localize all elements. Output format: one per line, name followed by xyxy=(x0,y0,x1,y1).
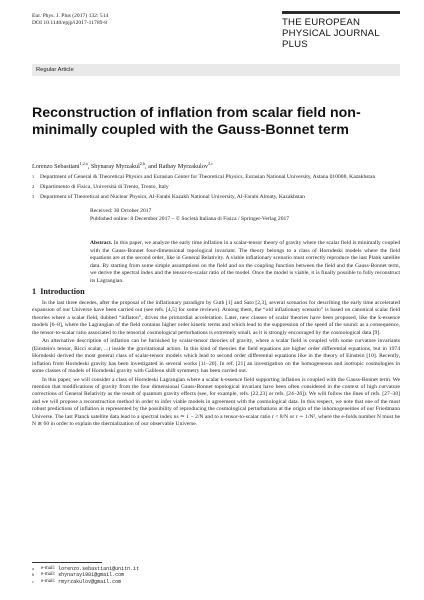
article-page xyxy=(32,0,400,600)
affiliation-item xyxy=(32,194,400,201)
logo-line-2: PHYSICAL JOURNAL PLUS xyxy=(282,28,380,50)
body-paragraph: An alternative description of inflation can be furnished by scalar-tensor theories of gravity, where a scalar field is coupled with some curvature invariants (Einstein's tensor, Ricci scalar, ...) inside the gravitational action. In this kind of theories the field equations are higher order differential equations, but in 1974 Horndeski derived the most general class of scalar-tensor models which lead to second order differential equations like in the theory of Einstein [10]. Recently, inflation from Horndeski gravity has been investigated in several works [11–20]. In ref. [21] an investigation on the homogeneous and isotropic cosmologies in some classes of models of Horndeski gravity with Galileon shift symmetry has been carried out. xyxy=(32,338,400,375)
article-type-banner: Regular Article xyxy=(32,64,400,76)
journal-citation: Eur. Phys. J. Plus (2017) 132: 514 xyxy=(32,13,109,19)
affiliation-item xyxy=(32,174,400,181)
abstract xyxy=(90,240,400,286)
affiliation-number: 1 xyxy=(32,174,35,179)
affiliation-number: 2 xyxy=(32,183,35,189)
affiliation-text: Department of General & Theoretical Physics and Eurasian Center for Theoretical Physics, Eurasian National University, Astana 010008, Kazakhstan xyxy=(40,174,376,180)
footnote-mark: b xyxy=(32,572,35,578)
journal-citation-block xyxy=(32,13,108,28)
affiliation-text: Department of Theoretical and Nuclear Physics, Al-Farabi Kazakh National University, Al-Farabi Almaty, Kazakhstan xyxy=(40,193,305,200)
affiliation-text: Dipartimento di Fisica, Università di Trento, Trento, Italy xyxy=(40,183,169,190)
section-number: 1 xyxy=(32,287,37,296)
abstract-text: In this paper, we analyze the early time inflation in a scalar-tensor theory of gravity where the scalar field is minimally coupled with the Gauss-Bonnet four-dimensional topological invariant. The theory belongs to a class of Horndeski models where the field equations are at the second order, like in General Relativity. A viable inflationary scenario must correctly reproduce the last Plank satellite data. By starting from some simple assumptions on the field and on the coupling function between the field and the Gauss-Bonnet term, we derive the spectral index and the tensor-to-scalar ratio of the model. Once the model is viable, it is finally possible to fully reconstruct its Lagrangian. xyxy=(90,240,400,284)
footnote-email[interactable]: rmyrzakulov@gmail.com xyxy=(58,579,122,586)
paper-title: Reconstruction of inflation from scalar field non-minimally coupled with the Gauss-Bonnet term xyxy=(32,105,361,138)
author-name: Shynaray Myrzakul xyxy=(90,163,140,171)
footnote-rule xyxy=(32,562,102,563)
footnote-item xyxy=(32,579,400,586)
footnote-mark: c xyxy=(32,579,34,585)
body-paragraph: In this paper, we will consider a class of Horndeski Lagrangian where a scalar k-essence field supporting inflation is coupled with the Gauss-Bonnet term. We mention that modifications of gravity from the four dimensional Gauss-Bonnet topological invariant have been often considered in the context of high curvature corrections of General Relativity as the result of quantum gravity effects (see, for example, refs. [22,23] or refs. [24–26]). We will follow the lines of refs. [27–30] and we will propose a reconstruction method in order to infer viable models in agreement with the cosmological data. In this respect, we note that one of the most robust predictions of inflation is represented by the possibility of reproducing the cosmological perturbations at the origin of the inhomogeneities of our Friedmann Universe. The last Planck satellite data lead to a spectral index ns ≃ 1 − 2/N and to a tensor-to-scalar ratio r < 8/N or r ∼ 1/N², where the e-folds number N must be N ≳ 60 in order to explain the thermalization of our observable Universe. xyxy=(32,376,400,428)
published-date: Published online: 8 December 2017 – © Società Italiana di Fisica / Springer-Verlag 2017 xyxy=(90,215,290,222)
author-name: Ratbay Myrzakulov xyxy=(158,163,208,171)
footnotes xyxy=(32,562,400,586)
affiliation-item xyxy=(32,184,400,191)
journal-logo xyxy=(282,11,400,50)
received-date: Received: 30 October 2017 xyxy=(90,208,152,214)
author-affil-mark: 1,2,a xyxy=(79,161,88,166)
logo-text xyxy=(282,14,400,50)
author-list xyxy=(32,160,213,171)
body-paragraph: In the last three decedes, after the proposal of the inflationary paradigm by Guth [1] and Sato [2,3], several scenarios for describing the early time accelerated expansion of our Universe have been carried out (see refs. [4,5] for some reviews). Among them, the “old inflationary scenario” is based on canonical scalar field theories where a scalar field, dubbed “inflaton”, drives the primordial acceleration. Later, new classes of scalar theories have been proposed, like the k-essence models [6–8], where the Lagrangian of the field contains higher order kinetic terms and which lead to the suppression of the speed of the sound: as a consequence, the tensor-to-scalar ratio associated to the tensorial cosmological perturbations is extremely small, as it is strongly encouraged by the cosmological data [9]. xyxy=(32,300,400,336)
section-title: Introduction xyxy=(40,287,85,296)
footnote-label: e-mail: xyxy=(41,572,56,578)
affiliation-list xyxy=(32,174,400,203)
author-affil-mark: 2,c xyxy=(207,161,213,166)
author-separator: , xyxy=(87,163,91,171)
abstract-label: Abstract. xyxy=(90,240,113,246)
logo-line-1: THE EUROPEAN xyxy=(282,17,361,28)
body-text xyxy=(32,300,400,430)
section-heading xyxy=(32,287,85,296)
footnote-email[interactable]: lorenzo.sebastiani@unitn.it xyxy=(58,565,140,572)
publication-dates xyxy=(90,208,400,223)
footnote-label: e-mail: xyxy=(41,565,56,571)
author-separator: , and xyxy=(145,163,159,171)
journal-doi[interactable]: DOI 10.1140/epjp/i2017-11789-8 xyxy=(32,20,108,27)
footnote-label: e-mail: xyxy=(41,579,56,585)
author-affil-mark: 2,b xyxy=(139,161,146,166)
footnote-mark: a xyxy=(32,565,34,571)
author-name: Lorenzo Sebastiani xyxy=(32,163,80,171)
footnote-item xyxy=(32,572,400,579)
footnote-email[interactable]: shynaray1981@gmail.com xyxy=(58,572,125,579)
affiliation-number: 3 xyxy=(32,193,35,199)
footnote-item xyxy=(32,566,400,573)
